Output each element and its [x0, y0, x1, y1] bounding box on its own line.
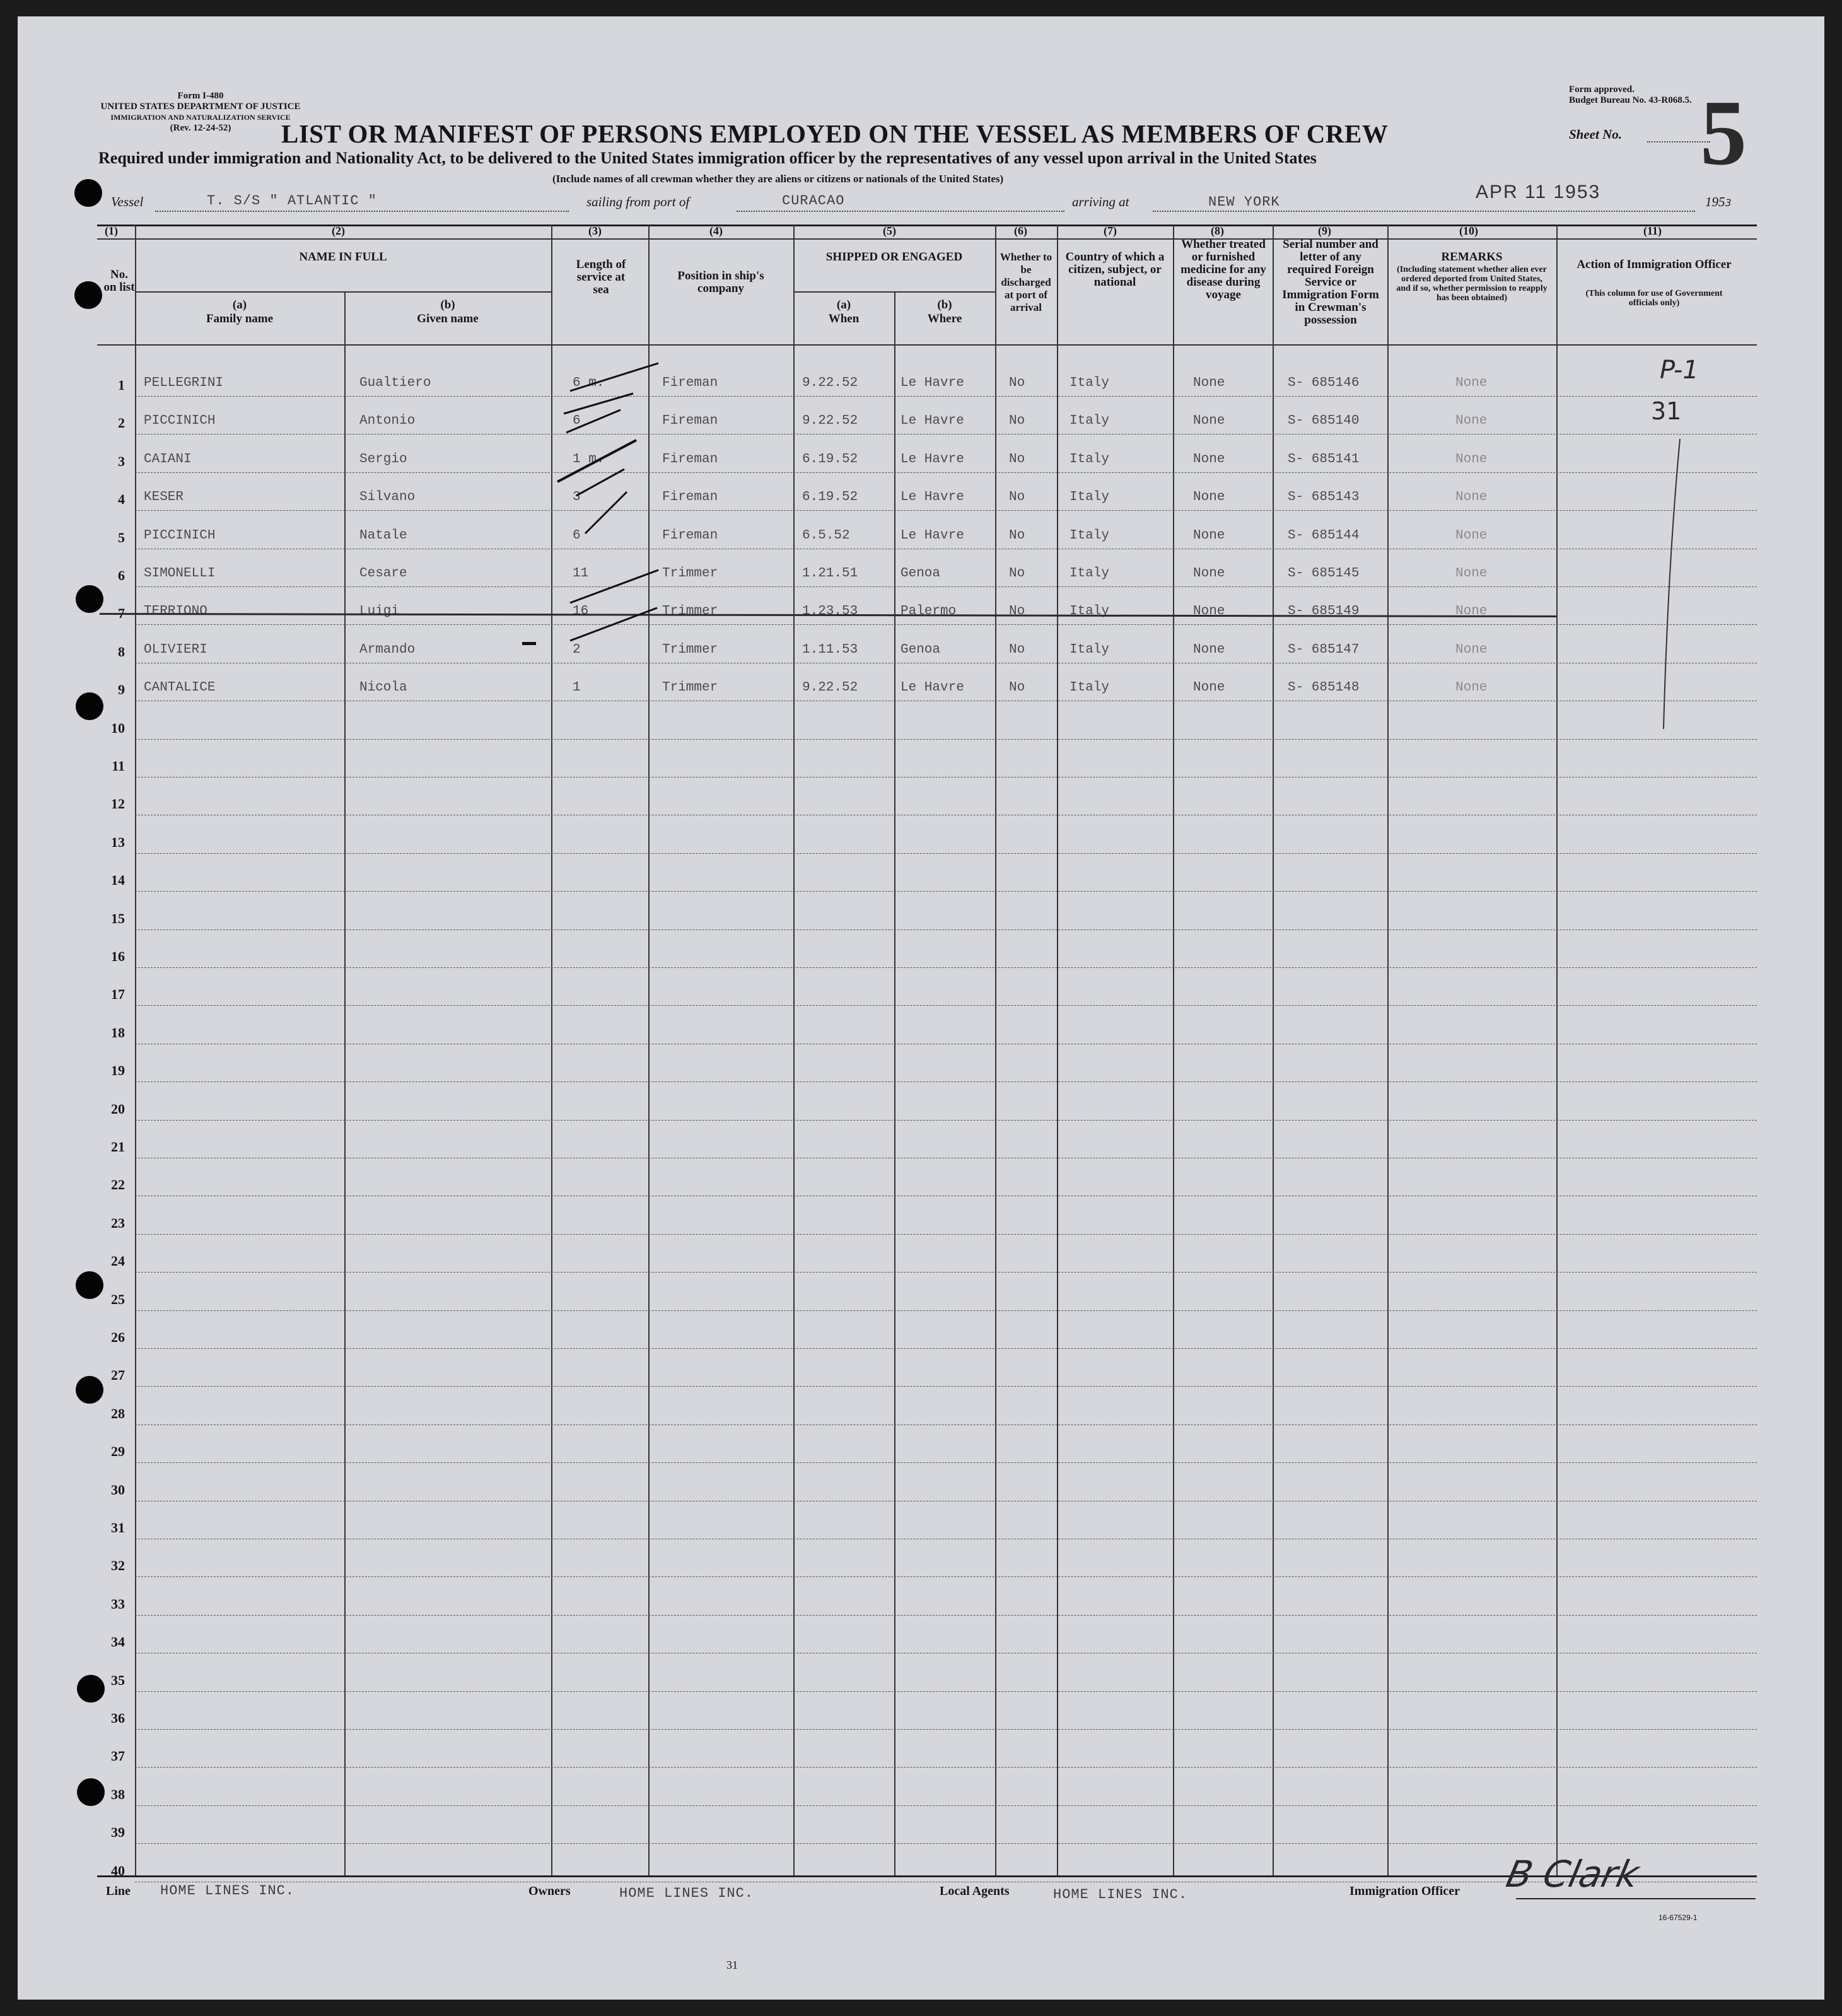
crew-country: Italy: [1070, 376, 1110, 390]
column-number: (3): [588, 224, 602, 237]
crew-discharged: No: [1009, 376, 1025, 390]
crew-when: 9.22.52: [802, 376, 858, 390]
table-row-rule: [135, 929, 1757, 930]
row-number: 11: [112, 758, 125, 774]
header-when: When: [828, 312, 860, 325]
agents-value: HOME LINES INC.: [1053, 1887, 1188, 1902]
sailing-label: sailing from port of: [586, 194, 690, 209]
row-number: 19: [111, 1063, 125, 1079]
crew-family: CANTALICE: [144, 680, 216, 696]
table-top-rule: [97, 224, 1757, 226]
vessel-fill-line: [155, 211, 569, 212]
crew-discharged: No: [1009, 490, 1025, 505]
crew-country: Italy: [1070, 414, 1110, 429]
crew-given: Luigi: [359, 604, 400, 619]
sheet-label: Sheet No.: [1569, 127, 1622, 142]
table-row-rule: [135, 1005, 1757, 1006]
crew-serial: S- 685140: [1288, 414, 1360, 429]
page-subtitle: Required under immigration and Nationality Act, to be delivered to the United States immigration officer by the representatives of any vessel upon arrival in the United States: [98, 149, 1317, 167]
punch-hole: [74, 281, 102, 309]
crew-family: PICCINICH: [144, 528, 216, 543]
crew-service: 1 m.: [573, 452, 605, 467]
crew-position: Fireman: [662, 452, 718, 467]
row-number: 15: [111, 910, 125, 926]
table-row-rule: [135, 891, 1757, 892]
officer-label: Immigration Officer: [1349, 1884, 1460, 1898]
line-value: HOME LINES INC.: [160, 1883, 295, 1899]
departure-port: CURACAO: [782, 193, 845, 209]
table-row-rule: [135, 777, 1757, 778]
crew-given: Gualtiero: [359, 376, 431, 390]
header-family-name-letter: (a): [232, 298, 247, 312]
crew-country: Italy: [1070, 490, 1110, 505]
crew-position: Fireman: [662, 528, 718, 543]
row-number: 1: [118, 377, 125, 393]
table-row-rule: [135, 624, 1757, 625]
header-when-letter: (a): [836, 298, 851, 312]
row-number: 8: [118, 643, 125, 660]
crew-discharged: No: [1009, 642, 1025, 657]
column-number: (6): [1014, 224, 1027, 237]
header-remarks: REMARKS: [1441, 250, 1503, 264]
row-number: 3: [118, 453, 125, 469]
crew-serial: S- 685148: [1288, 680, 1360, 696]
header-country: Country of which a citizen, subject, or national: [1065, 250, 1165, 289]
row-number: 14: [111, 872, 125, 889]
punch-hole: [74, 179, 102, 207]
form-number: Form I-480: [177, 91, 224, 101]
row-number: 7: [118, 605, 125, 622]
column-number: (5): [883, 224, 896, 237]
form-identification: [100, 91, 301, 134]
sheet-number: 5: [1700, 81, 1747, 185]
crew-remarks: None: [1455, 642, 1488, 657]
crew-given: Sergio: [359, 452, 407, 467]
print-code: 16-67529-1: [1658, 1913, 1698, 1922]
crew-serial: S- 685141: [1288, 452, 1360, 467]
header-where: Where: [927, 312, 962, 325]
table-row-rule: [135, 1576, 1757, 1577]
crew-when: 9.22.52: [802, 680, 858, 696]
crew-family: SIMONELLI: [144, 566, 216, 581]
department-name: UNITED STATES DEPARTMENT OF JUSTICE: [100, 102, 301, 112]
service-name: IMMIGRATION AND NATURALIZATION SERVICE: [110, 113, 291, 122]
header-name-in-full: NAME IN FULL: [299, 250, 387, 264]
table-row-rule: [135, 472, 1757, 473]
crew-medicine: None: [1193, 376, 1225, 390]
crew-where: Genoa: [901, 642, 941, 657]
row-number: 39: [111, 1824, 125, 1841]
row-number: 30: [111, 1481, 125, 1498]
header-position: Position in ship's company: [677, 269, 764, 295]
row-number: 27: [111, 1367, 125, 1384]
row-number: 38: [111, 1786, 125, 1802]
crew-family: KESER: [144, 490, 184, 505]
column-number: (2): [332, 224, 345, 237]
table-row-rule: [135, 586, 1757, 587]
crew-remarks: None: [1455, 566, 1488, 581]
row-number: 28: [111, 1405, 125, 1421]
crew-country: Italy: [1070, 604, 1110, 619]
row-number: 25: [111, 1291, 125, 1307]
row-number: 13: [111, 834, 125, 850]
header-length-of-service: Length of service at sea: [576, 258, 626, 296]
row-number: 33: [111, 1595, 125, 1612]
crew-serial: S- 685144: [1288, 528, 1360, 543]
crew-when: 6.5.52: [802, 528, 850, 543]
column-number: (9): [1318, 224, 1331, 237]
crew-family: PELLEGRINI: [144, 376, 224, 390]
name-subheader-rule: [135, 291, 551, 293]
row-number: 40: [111, 1862, 125, 1879]
crew-where: Le Havre: [901, 376, 964, 390]
crew-when: 1.11.53: [802, 642, 858, 657]
table-row-rule: [135, 1081, 1757, 1082]
port-fill-line: [737, 211, 1064, 212]
table-row-rule: [135, 739, 1757, 740]
table-row-rule: [135, 1310, 1757, 1311]
column-number: (8): [1211, 224, 1224, 237]
header-discharged: Whether to be discharged at port of arrival: [1000, 251, 1052, 313]
row-number: 36: [111, 1710, 125, 1726]
crew-position: Fireman: [662, 414, 718, 429]
table-row-rule: [135, 1272, 1757, 1273]
crew-service: 2: [573, 642, 581, 657]
crew-when: 1.23.53: [802, 604, 858, 619]
crew-remarks: None: [1455, 680, 1488, 696]
header-shipped-or-engaged: SHIPPED OR ENGAGED: [825, 250, 963, 264]
crew-where: Le Havre: [901, 680, 964, 696]
header-no-on-list: No. on list: [103, 268, 135, 294]
column-number: (11): [1643, 224, 1662, 237]
crew-position: Trimmer: [662, 680, 718, 696]
crew-service: 16: [573, 604, 589, 619]
table-row-rule: [135, 1691, 1757, 1692]
crew-medicine: None: [1193, 452, 1225, 467]
crew-service: 6: [573, 414, 581, 429]
officer-count: 31: [1651, 397, 1682, 425]
crew-remarks: None: [1455, 452, 1488, 467]
crew-discharged: No: [1009, 566, 1025, 581]
crew-where: Palermo: [901, 604, 957, 619]
crew-country: Italy: [1070, 680, 1110, 696]
crew-where: Genoa: [901, 566, 941, 581]
page-title: LIST OR MANIFEST OF PERSONS EMPLOYED ON THE VESSEL AS MEMBERS OF CREW: [281, 119, 1389, 148]
row-number: 37: [111, 1748, 125, 1764]
row-number: 6: [118, 568, 125, 583]
crew-medicine: None: [1193, 566, 1225, 581]
header-family-name: Family name: [206, 312, 274, 325]
crew-service: 6 m.: [573, 376, 605, 390]
arriving-label: arriving at: [1072, 194, 1129, 209]
row-number: 5: [118, 529, 125, 545]
crew-service: 6: [573, 528, 581, 543]
crew-serial: S- 685146: [1288, 376, 1360, 390]
crew-medicine: None: [1193, 528, 1225, 543]
table-row-rule: [135, 1843, 1757, 1844]
table-header-rule: [97, 344, 1757, 346]
page-mark: 31: [726, 1959, 738, 1971]
crew-country: Italy: [1070, 528, 1110, 543]
header-given-name: Given name: [417, 312, 479, 325]
crew-position: Trimmer: [662, 604, 718, 619]
table-row-rule: [135, 967, 1757, 968]
crew-service: 1: [573, 680, 581, 696]
row-number: 32: [111, 1558, 125, 1574]
row-number: 16: [111, 948, 125, 964]
row-number: 23: [111, 1215, 125, 1231]
header-remarks-note: (Including statement whether alien ever ordered deported from United States, and if so, whether permission to reapply has been obtained): [1396, 265, 1548, 303]
arrival-date-stamp: APR 11 1953: [1476, 182, 1601, 202]
year-field: [1705, 194, 1732, 210]
owners-label: Owners: [528, 1884, 571, 1898]
crew-remarks: None: [1455, 490, 1488, 505]
header-serial-number: Serial number and letter of any required Foreign Service or Immigration Form in Crewman's possession: [1282, 238, 1379, 327]
crew-when: 6.19.52: [802, 490, 858, 505]
header-medicine: Whether treated or furnished medicine for any disease during voyage: [1180, 238, 1266, 301]
crew-serial: S- 685143: [1288, 490, 1360, 505]
table-row-rule: [135, 1386, 1757, 1387]
row-number: 26: [111, 1329, 125, 1345]
row-number: 18: [111, 1024, 125, 1040]
crew-discharged: No: [1009, 680, 1025, 696]
arrival-fill-line: [1153, 211, 1695, 212]
budget-number: Budget Bureau No. 43-R068.5.: [1569, 95, 1692, 105]
crew-family: CAIANI: [144, 452, 192, 467]
crew-discharged: No: [1009, 452, 1025, 467]
crew-family: TERRIONO: [144, 604, 207, 619]
approval-text: Form approved.: [1569, 84, 1635, 95]
crew-serial: S- 685145: [1288, 566, 1360, 581]
crew-serial: S- 685149: [1288, 604, 1360, 619]
crew-medicine: None: [1193, 604, 1225, 619]
crew-family: PICCINICH: [144, 414, 216, 429]
crew-remarks: None: [1455, 414, 1488, 429]
table-row-rule: [135, 1234, 1757, 1235]
row-number: 21: [111, 1139, 125, 1155]
row-number: 22: [111, 1177, 125, 1193]
crew-discharged: No: [1009, 414, 1025, 429]
crew-where: Le Havre: [901, 528, 964, 543]
manifest-sheet: [18, 16, 1824, 2000]
row-number: 34: [111, 1634, 125, 1650]
table-row-rule: [135, 1120, 1757, 1121]
row-number: 9: [118, 682, 125, 698]
row-number: 35: [111, 1672, 125, 1688]
crew-position: Trimmer: [662, 642, 718, 657]
year-prefix: 195: [1705, 194, 1725, 209]
agents-label: Local Agents: [940, 1884, 1010, 1898]
crew-given: Natale: [359, 528, 407, 543]
header-officer-action-note: (This column for use of Government officials only): [1585, 289, 1723, 308]
crew-serial: S- 685147: [1288, 642, 1360, 657]
header-officer-action: Action of Immigration Officer: [1577, 258, 1732, 271]
crew-service: 3: [573, 490, 581, 505]
table-row-rule: [135, 1462, 1757, 1463]
crew-given: Silvano: [359, 490, 416, 505]
crew-discharged: No: [1009, 604, 1025, 619]
signature-line: [1516, 1898, 1756, 1899]
column-number: (7): [1104, 224, 1117, 237]
table-row-rule: [135, 1729, 1757, 1730]
crew-country: Italy: [1070, 452, 1110, 467]
crew-service: 11: [573, 566, 589, 581]
crew-medicine: None: [1193, 414, 1225, 429]
column-divider: [894, 291, 895, 1875]
row-number: 2: [118, 415, 125, 431]
table-row-rule: [135, 1767, 1757, 1768]
arrival-port: NEW YORK: [1208, 194, 1280, 210]
line-label: Line: [106, 1884, 131, 1898]
crew-remarks: None: [1455, 604, 1488, 619]
crew-where: Le Havre: [901, 414, 964, 429]
column-number: (10): [1459, 224, 1478, 237]
table-row-rule: [135, 853, 1757, 854]
officer-code: P-1: [1660, 356, 1699, 385]
vessel-name: T. S/S " ATLANTIC ": [207, 193, 377, 209]
crew-country: Italy: [1070, 642, 1110, 657]
crew-medicine: None: [1193, 680, 1225, 696]
form-approval: [1569, 84, 1692, 106]
crew-position: Fireman: [662, 490, 718, 505]
column-number: (4): [709, 224, 723, 237]
column-number: (1): [105, 224, 118, 237]
crew-medicine: None: [1193, 642, 1225, 657]
crew-position: Trimmer: [662, 566, 718, 581]
crew-remarks: None: [1455, 376, 1488, 390]
crew-medicine: None: [1193, 490, 1225, 505]
crew-country: Italy: [1070, 566, 1110, 581]
crew-family: OLIVIERI: [144, 642, 207, 657]
table-number-rule: [97, 238, 1757, 240]
crew-position: Fireman: [662, 376, 718, 390]
crew-given: Antonio: [359, 414, 416, 429]
crew-when: 6.19.52: [802, 452, 858, 467]
row-number: 12: [111, 796, 125, 812]
ink-dash: [522, 642, 536, 645]
row-number: 17: [111, 986, 125, 1003]
row-number: 24: [111, 1253, 125, 1269]
row-number: 31: [111, 1520, 125, 1535]
officer-signature: B Clark: [1502, 1853, 1643, 1896]
crew-given: Nicola: [359, 680, 407, 696]
crew-given: Cesare: [359, 566, 407, 581]
form-revision: (Rev. 12-24-52): [170, 123, 231, 133]
crew-given: Armando: [359, 642, 416, 657]
officer-bracket-line: [1657, 433, 1695, 735]
vessel-label: Vessel: [111, 194, 144, 209]
row-number: 29: [111, 1443, 125, 1460]
table-row-rule: [135, 1348, 1757, 1349]
table-row-rule: [135, 396, 1757, 397]
row-number: 4: [118, 491, 125, 508]
year-suffix: 3: [1725, 197, 1732, 209]
column-divider: [344, 291, 346, 1875]
table-row-rule: [135, 1805, 1757, 1806]
crew-where: Le Havre: [901, 490, 964, 505]
owners-value: HOME LINES INC.: [619, 1885, 754, 1901]
header-where-letter: (b): [937, 298, 952, 312]
row-number: 10: [111, 720, 125, 736]
crew-discharged: No: [1009, 528, 1025, 543]
table-row-rule: [135, 510, 1757, 511]
check-marks: [551, 344, 665, 723]
crew-when: 9.22.52: [802, 414, 858, 429]
crew-where: Le Havre: [901, 452, 964, 467]
crew-when: 1.21.51: [802, 566, 858, 581]
include-note: (Include names of all crewman whether they are aliens or citizens or nationals of the United States): [552, 173, 1004, 185]
table-row-rule: [135, 1615, 1757, 1616]
header-given-name-letter: (b): [440, 298, 455, 312]
row-number: 20: [111, 1100, 125, 1117]
crew-remarks: None: [1455, 528, 1488, 543]
